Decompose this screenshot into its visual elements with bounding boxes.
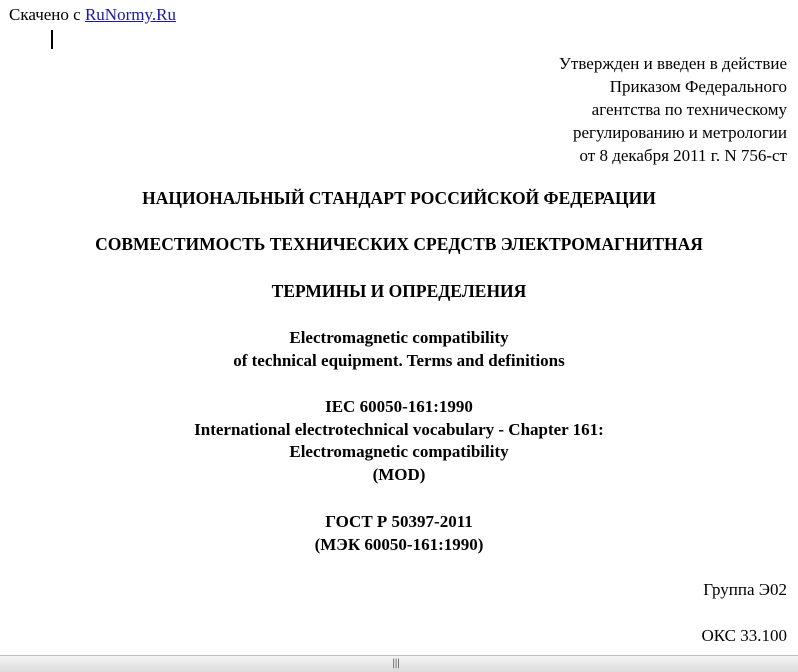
gost-line: (МЭК 60050-161:1990): [314, 534, 484, 554]
iec-line: IEC 60050-161:1990: [325, 397, 473, 416]
group-code: Группа Э02: [703, 580, 787, 599]
approval-line: агентства по техническому: [591, 100, 787, 119]
gost-line: ГОСТ Р 50397-2011: [325, 512, 473, 531]
source-prefix: Скачено с: [9, 5, 81, 24]
approval-line: Утвержден и введен в действие: [558, 54, 787, 73]
english-title-line: of technical equipment. Terms and definitions: [233, 350, 565, 370]
source-line: [9, 5, 176, 25]
gost-designation: [0, 511, 798, 556]
english-title-line: Electromagnetic compatibility: [289, 328, 509, 347]
english-title: [0, 327, 798, 372]
text-cursor: [51, 30, 53, 49]
source-link[interactable]: RuNormy.Ru: [84, 5, 176, 24]
national-standard-heading: НАЦИОНАЛЬНЫЙ СТАНДАРТ РОССИЙСКОЙ ФЕДЕРАЦИИ: [142, 188, 656, 208]
document-title: СОВМЕСТИМОСТЬ ТЕХНИЧЕСКИХ СРЕДСТВ ЭЛЕКТРОМАГНИТНАЯ: [95, 234, 703, 254]
oks-code: ОКС 33.100: [701, 626, 787, 645]
iec-line: Electromagnetic compatibility: [289, 442, 509, 461]
document-subtitle: ТЕРМИНЫ И ОПРЕДЕЛЕНИЯ: [271, 281, 527, 301]
approval-block: [559, 52, 787, 167]
approval-line: Приказом Федерального: [609, 77, 787, 96]
scrollbar-grip-icon[interactable]: |||: [392, 658, 400, 669]
approval-line: регулированию и метрологии: [572, 123, 787, 142]
iec-line: International electrotechnical vocabulary - Chapter 161:: [194, 419, 604, 439]
iec-reference: [0, 396, 798, 486]
iec-line: (MOD): [372, 464, 426, 484]
horizontal-scrollbar[interactable]: [0, 655, 798, 672]
approval-line: от 8 декабря 2011 г. N 756-ст: [579, 146, 787, 165]
